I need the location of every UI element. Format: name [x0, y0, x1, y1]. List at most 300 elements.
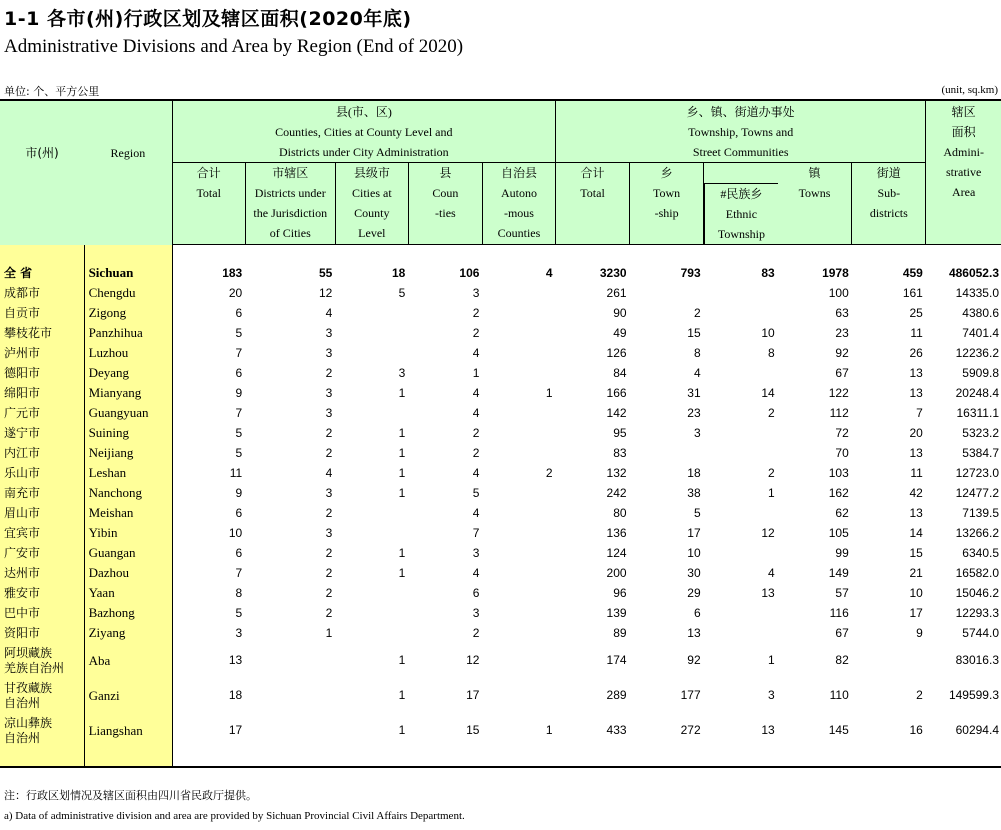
table-cell: [482, 643, 555, 678]
table-cell: 1: [398, 688, 406, 702]
table-cell: 4: [693, 366, 701, 380]
table-cell: 83016.3: [955, 653, 999, 667]
table-cell: 17: [466, 688, 480, 702]
table-cell: 12723.0: [955, 466, 999, 480]
table-row: [0, 483, 1001, 503]
table-cell: 242: [606, 486, 627, 500]
table-cell: 62: [835, 506, 849, 520]
region-name-cn: 遂宁市: [0, 423, 84, 443]
table-row: [0, 543, 1001, 563]
table-cell: [335, 343, 408, 363]
table-cell: 6: [235, 546, 243, 560]
table-cell: 17: [909, 606, 923, 620]
table-cell: 57: [835, 586, 849, 600]
table-cell: 7401.4: [962, 326, 999, 340]
table-row: [0, 678, 1001, 713]
table-row: [0, 713, 1001, 748]
table-cell: 1: [768, 653, 775, 667]
table-row: [0, 623, 1001, 643]
table-cell: 2: [325, 586, 333, 600]
table-row: [0, 443, 1001, 463]
table-cell: 7: [235, 406, 243, 420]
table-cell: 13: [909, 506, 923, 520]
table-cell: [630, 443, 704, 463]
table-cell: 13: [909, 446, 923, 460]
table-cell: 4: [325, 466, 333, 480]
table-cell: 2: [325, 506, 333, 520]
table-cell: 10: [761, 326, 775, 340]
region-name-en: Yibin: [84, 523, 172, 543]
table-cell: 166: [606, 386, 627, 400]
table-cell: [852, 643, 926, 678]
table-cell: 136: [606, 526, 627, 540]
table-cell: 92: [687, 653, 701, 667]
table-cell: 8: [235, 586, 243, 600]
table-cell: 4: [545, 266, 553, 280]
table-cell: [482, 303, 555, 323]
table-cell: 4: [472, 386, 480, 400]
table-cell: 90: [613, 306, 627, 320]
table-cell: [335, 583, 408, 603]
table-cell: 149: [828, 566, 849, 580]
table-cell: 7: [472, 526, 480, 540]
region-name-en: Leshan: [84, 463, 172, 483]
region-name-cn: 攀枝花市: [0, 323, 84, 343]
table-cell: 11: [229, 466, 243, 480]
table-cell: [482, 323, 555, 343]
table-cell: 84: [613, 366, 627, 380]
table-cell: 2: [325, 546, 333, 560]
table-cell: 1: [398, 546, 406, 560]
region-name-cn: 眉山市: [0, 503, 84, 523]
table-cell: 18: [687, 466, 701, 480]
table-cell: 2: [768, 466, 775, 480]
table-cell: 3: [325, 406, 333, 420]
table-cell: 72: [835, 426, 849, 440]
table-cell: [482, 503, 555, 523]
region-name-cn: 阿坝藏族 羌族自治州: [0, 643, 84, 678]
table-cell: 793: [680, 266, 701, 280]
table-cell: 4: [472, 406, 480, 420]
table-cell: [704, 363, 778, 383]
table-cell: 3: [768, 688, 775, 702]
region-name-en: Mianyang: [84, 383, 172, 403]
region-name-en: Liangshan: [84, 713, 172, 748]
table-cell: [704, 443, 778, 463]
table-cell: 20248.4: [955, 386, 999, 400]
table-cell: 124: [606, 546, 627, 560]
table-cell: 100: [828, 286, 849, 300]
table-row: [0, 323, 1001, 343]
region-name-cn: 全 省: [0, 263, 84, 283]
table-cell: 289: [606, 688, 627, 702]
table-title-cn: 1-1 各市(州)行政区划及辖区面积(2020年底): [4, 8, 412, 30]
table-row: [0, 503, 1001, 523]
table-cell: [704, 503, 778, 523]
table-cell: 4: [325, 306, 333, 320]
table-cell: 12: [318, 286, 333, 300]
table-cell: [482, 563, 555, 583]
region-name-en: Luzhou: [84, 343, 172, 363]
table-cell: 67: [835, 366, 849, 380]
table-cell: 55: [318, 266, 333, 280]
region-name-en: Guangyuan: [84, 403, 172, 423]
table-cell: 83: [761, 266, 775, 280]
table-cell: [335, 503, 408, 523]
table-cell: 5: [693, 506, 701, 520]
table-cell: [482, 678, 555, 713]
table-cell: 15: [687, 326, 701, 340]
table-cell: 116: [829, 606, 849, 620]
header-county-cities: 县级市 Cities at County Level: [335, 163, 408, 245]
table-cell: 10: [687, 546, 701, 560]
table-cell: 162: [828, 486, 849, 500]
table-cell: 7: [235, 566, 243, 580]
table-cell: [482, 363, 555, 383]
table-cell: 14: [761, 386, 775, 400]
region-name-en: Ziyang: [84, 623, 172, 643]
table-cell: 4: [472, 506, 480, 520]
table-cell: 4: [472, 466, 480, 480]
table-cell: 5: [235, 606, 243, 620]
region-name-cn: 广安市: [0, 543, 84, 563]
table-body: [0, 245, 1001, 768]
region-name-en: Zigong: [84, 303, 172, 323]
table-cell: 1: [472, 366, 480, 380]
table-cell: 200: [606, 566, 627, 580]
table-cell: 132: [606, 466, 627, 480]
region-name-cn: 资阳市: [0, 623, 84, 643]
table-cell: 12477.2: [955, 486, 999, 500]
header-towns: 镇 Towns: [778, 163, 852, 245]
table-cell: 112: [829, 406, 849, 420]
table-row-total: [0, 263, 1001, 283]
table-cell: 1: [398, 566, 406, 580]
table-cell: [335, 523, 408, 543]
table-cell: 2: [325, 446, 333, 460]
table-cell: 70: [835, 446, 849, 460]
header-subdistricts: 街道 Sub- districts: [852, 163, 926, 245]
table-cell: 6: [235, 306, 243, 320]
table-title-en: Administrative Divisions and Area by Region (End of 2020): [4, 36, 464, 57]
table-cell: 30: [687, 566, 701, 580]
table-cell: 23: [687, 406, 701, 420]
region-name-cn: 南充市: [0, 483, 84, 503]
table-cell: 1: [398, 723, 406, 737]
region-name-en: Neijiang: [84, 443, 172, 463]
table-row: [0, 423, 1001, 443]
table-cell: 3: [398, 366, 406, 380]
table-cell: 5384.7: [962, 446, 999, 460]
unit-label-cn: 单位: 个、平方公里: [4, 85, 100, 98]
table-cell: 18: [392, 266, 406, 280]
header-counties: 县 Coun -ties: [408, 163, 482, 245]
table-cell: 3: [472, 546, 480, 560]
table-cell: 2: [472, 446, 480, 460]
table-cell: 16311.1: [956, 406, 999, 420]
footnote-cn: 注：行政区划情况及辖区面积由四川省民政厅提供。: [4, 789, 257, 802]
table-cell: [482, 603, 555, 623]
header-area: 辖区 面积 Admini- strative Area: [926, 100, 1001, 245]
table-cell: 2: [325, 566, 333, 580]
table-row: [0, 603, 1001, 623]
table-cell: 18: [228, 688, 243, 702]
table-cell: 2: [472, 426, 480, 440]
region-name-en: Aba: [84, 643, 172, 678]
table-header: [0, 100, 1001, 245]
table-cell: 2: [325, 366, 333, 380]
table-cell: [482, 423, 555, 443]
table-cell: 92: [835, 346, 849, 360]
table-cell: 3: [693, 426, 701, 440]
table-cell: 17: [228, 723, 243, 737]
table-cell: 7: [916, 406, 923, 420]
table-cell: 6: [235, 506, 243, 520]
table-cell: 103: [828, 466, 849, 480]
table-cell: 4380.6: [962, 306, 999, 320]
table-cell: [482, 583, 555, 603]
table-cell: 25: [909, 306, 923, 320]
table-cell: [704, 603, 778, 623]
region-name-en: Meishan: [84, 503, 172, 523]
table-cell: 9: [916, 626, 923, 640]
table-cell: 82: [835, 653, 849, 667]
table-cell: 11: [910, 466, 923, 480]
table-row: [0, 343, 1001, 363]
region-name-cn: 甘孜藏族 自治州: [0, 678, 84, 713]
table-cell: 7: [235, 346, 243, 360]
table-cell: 2: [325, 426, 333, 440]
divisions-table: [0, 99, 1001, 768]
table-cell: 2: [693, 306, 701, 320]
table-cell: [482, 343, 555, 363]
region-name-cn: 成都市: [0, 283, 84, 303]
table-cell: 486052.3: [948, 266, 999, 280]
table-cell: 139: [606, 606, 627, 620]
table-row: [0, 523, 1001, 543]
table-cell: 4: [472, 566, 480, 580]
table-cell: 1: [398, 653, 406, 667]
table-cell: 6: [235, 366, 243, 380]
table-cell: 161: [902, 286, 923, 300]
table-cell: 2: [325, 606, 333, 620]
table-cell: 2: [472, 306, 480, 320]
region-name-cn: 巴中市: [0, 603, 84, 623]
table-cell: 20: [909, 426, 923, 440]
table-cell: 1: [398, 486, 406, 500]
table-cell: 3: [325, 386, 333, 400]
table-cell: 13266.2: [955, 526, 999, 540]
table-cell: 1: [545, 386, 553, 400]
table-cell: 42: [909, 486, 923, 500]
unit-label-en: (unit, sq.km): [941, 84, 998, 96]
table-cell: 10: [228, 526, 243, 540]
table-cell: [704, 423, 778, 443]
table-cell: [335, 303, 408, 323]
table-cell: 99: [835, 546, 849, 560]
region-name-cn: 德阳市: [0, 363, 84, 383]
table-cell: 60294.4: [955, 723, 999, 737]
table-cell: 174: [606, 653, 627, 667]
table-cell: 3: [472, 286, 480, 300]
table-row: [0, 283, 1001, 303]
region-name-en: Ganzi: [84, 678, 172, 713]
table-cell: 5: [235, 426, 243, 440]
header-autonomous-counties: 自治县 Autono -mous Counties: [482, 163, 555, 245]
table-cell: [482, 443, 555, 463]
table-row: [0, 403, 1001, 423]
table-cell: 16: [909, 723, 923, 737]
table-cell: 105: [828, 526, 849, 540]
table-cell: 9: [235, 386, 243, 400]
table-cell: 126: [606, 346, 627, 360]
table-cell: 1: [398, 446, 406, 460]
table-cell: 14335.0: [955, 286, 999, 300]
table-row: [0, 363, 1001, 383]
table-cell: 5744.0: [962, 626, 999, 640]
table-cell: [245, 713, 335, 748]
table-cell: 9: [235, 486, 243, 500]
header-township: 乡 Town -ship: [630, 163, 704, 245]
table-cell: 6: [472, 586, 480, 600]
table-cell: [704, 303, 778, 323]
table-cell: 38: [687, 486, 701, 500]
region-name-en: Chengdu: [84, 283, 172, 303]
table-cell: 6340.5: [962, 546, 999, 560]
table-cell: [482, 403, 555, 423]
region-name-cn: 达州市: [0, 563, 84, 583]
table-cell: [704, 623, 778, 643]
table-cell: [245, 678, 335, 713]
region-name-cn: 自贡市: [0, 303, 84, 323]
table-cell: 15: [909, 546, 923, 560]
region-name-cn: 凉山彝族 自治州: [0, 713, 84, 748]
table-cell: 8: [768, 346, 775, 360]
table-cell: 433: [606, 723, 627, 737]
region-name-en: Panzhihua: [84, 323, 172, 343]
table-cell: 95: [613, 426, 627, 440]
region-name-cn: 绵阳市: [0, 383, 84, 403]
table-cell: 13: [761, 586, 775, 600]
table-cell: 8: [693, 346, 701, 360]
table-cell: 5909.8: [962, 366, 999, 380]
table-cell: 3: [325, 526, 333, 540]
table-cell: 11: [910, 326, 923, 340]
table-cell: 3: [325, 326, 333, 340]
table-cell: [704, 543, 778, 563]
table-cell: 31: [687, 386, 701, 400]
table-cell: 5: [398, 286, 406, 300]
table-cell: 177: [680, 688, 701, 702]
table-cell: 16582.0: [955, 566, 999, 580]
table-cell: 1: [398, 466, 406, 480]
region-name-en: Yaan: [84, 583, 172, 603]
table-cell: 12293.3: [955, 606, 999, 620]
table-cell: 15046.2: [955, 586, 999, 600]
table-cell: 261: [606, 286, 627, 300]
table-cell: 13: [909, 366, 923, 380]
header-township-total: 合计 Total: [556, 163, 630, 245]
region-name-en: Nanchong: [84, 483, 172, 503]
table-cell: [482, 623, 555, 643]
table-cell: 12236.2: [955, 346, 999, 360]
table-cell: [482, 483, 555, 503]
region-name-cn: 乐山市: [0, 463, 84, 483]
header-ethnic-township: #民族乡 Ethnic Township: [704, 163, 778, 245]
table-row: [0, 563, 1001, 583]
table-cell: 83: [613, 446, 627, 460]
region-name-cn: 广元市: [0, 403, 84, 423]
region-name-cn: 泸州市: [0, 343, 84, 363]
table-cell: 1: [398, 386, 406, 400]
table-cell: 149599.3: [948, 688, 999, 702]
table-row: [0, 583, 1001, 603]
table-cell: 272: [680, 723, 701, 737]
table-cell: 67: [835, 626, 849, 640]
table-cell: [630, 283, 704, 303]
header-county-total: 合计 Total: [172, 163, 245, 245]
table-cell: 459: [902, 266, 923, 280]
region-name-cn: 雅安市: [0, 583, 84, 603]
region-name-en: Bazhong: [84, 603, 172, 623]
table-cell: 122: [828, 386, 849, 400]
table-cell: 26: [909, 346, 923, 360]
table-cell: [482, 283, 555, 303]
table-cell: 12: [466, 653, 480, 667]
footnote-en: a) Data of administrative division and area are provided by Sichuan Provincial Civil Affairs Department.: [4, 810, 465, 822]
table-row: [0, 643, 1001, 678]
table-cell: 13: [687, 626, 701, 640]
table-cell: 3: [472, 606, 480, 620]
table-cell: 2: [472, 626, 480, 640]
table-cell: [335, 323, 408, 343]
table-cell: 63: [835, 306, 849, 320]
table-cell: 13: [228, 653, 243, 667]
region-name-cn: 宜宾市: [0, 523, 84, 543]
table-cell: [704, 283, 778, 303]
table-cell: 7139.5: [962, 506, 999, 520]
table-cell: 3: [325, 486, 333, 500]
table-cell: 17: [687, 526, 701, 540]
table-cell: 15: [466, 723, 480, 737]
header-city-cn: 市(州): [0, 100, 84, 245]
table-cell: 10: [909, 586, 923, 600]
table-cell: 3: [325, 346, 333, 360]
table-cell: 20: [228, 286, 243, 300]
table-cell: 2: [768, 406, 775, 420]
table-cell: 49: [613, 326, 627, 340]
table-cell: 2: [916, 688, 923, 702]
table-cell: 29: [687, 586, 701, 600]
table-cell: 5: [235, 326, 243, 340]
table-cell: 13: [761, 723, 775, 737]
table-cell: 5: [235, 446, 243, 460]
table-cell: 96: [613, 586, 627, 600]
table-cell: 5: [472, 486, 480, 500]
table-row: [0, 383, 1001, 403]
table-cell: 1: [325, 626, 333, 640]
table-cell: [245, 643, 335, 678]
table-cell: [335, 603, 408, 623]
header-districts: 市辖区 Districts under the Jurisdiction of Cities: [245, 163, 335, 245]
region-name-cn: 内江市: [0, 443, 84, 463]
table-cell: 4: [472, 346, 480, 360]
table-cell: [482, 523, 555, 543]
table-cell: 145: [828, 723, 849, 737]
table-row: [0, 463, 1001, 483]
table-cell: 1: [768, 486, 775, 500]
table-cell: 14: [909, 526, 923, 540]
